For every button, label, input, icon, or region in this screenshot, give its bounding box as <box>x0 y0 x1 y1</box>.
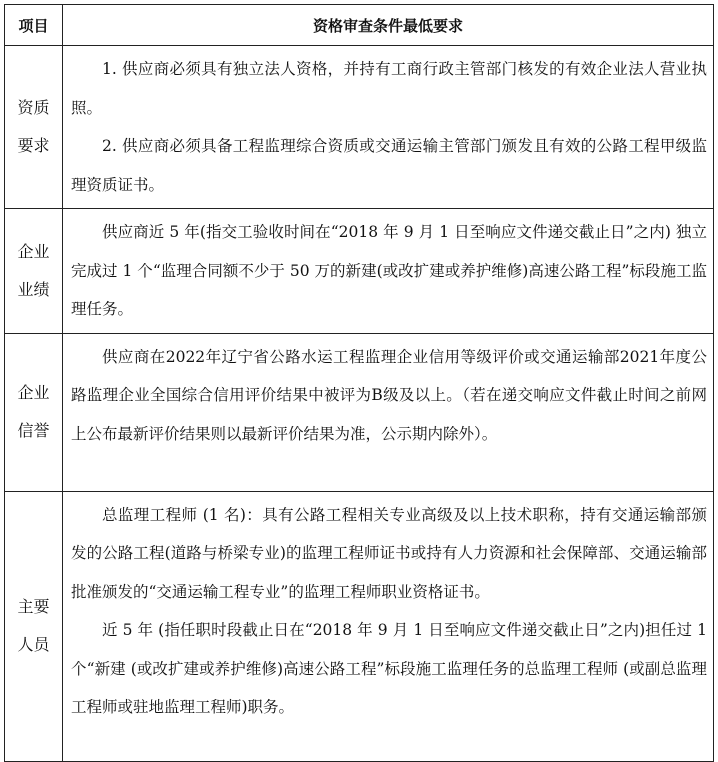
header-item: 项目 <box>5 5 63 46</box>
label-credit: 企业 信誉 <box>5 333 63 491</box>
requirements-table <box>4 4 714 762</box>
personnel-paragraph-2: 近 5 年 (指任职时段截止日在“2018 年 9 月 1 日至响应文件递交截止日”之内)担任过 1 个“新建 (或改扩建或养护维修)高速公路工程”标段施工监理任务的总监理工程师 (或副总监理工程师或驻地监理工程师)职务。 <box>71 621 707 716</box>
content-performance <box>63 209 714 334</box>
row-personnel <box>5 491 714 761</box>
personnel-paragraph-1: 总监理工程师 (1 名)：具有公路工程相关专业高级及以上技术职称，持有交通运输部颁发的公路工程(道路与桥梁专业)的监理工程师证书或持有人力资源和社会保障部、交通运输部批准颁发的“交通运输工程专业”的监理工程师职业资格证书。 <box>71 505 707 601</box>
row-credit <box>5 333 714 491</box>
header-requirements: 资格审查条件最低要求 <box>63 5 714 46</box>
content-personnel <box>63 491 714 761</box>
row-performance <box>5 209 714 334</box>
credit-paragraph-1: 供应商在2022年辽宁省公路水运工程监理企业信用等级评价或交通运输部2021年度公路监理企业全国综合信用评价结果中被评为B级及以上。（若在递交响应文件截止时间之前网上公布最新评价结果则以最新评价结果为准，公示期内除外）。 <box>71 347 707 443</box>
qualification-paragraph-1: 1. 供应商必须具有独立法人资格，并持有工商行政主管部门核发的有效企业法人营业执照。 <box>71 60 707 117</box>
qualification-paragraph-2: 2. 供应商必须具备工程监理综合资质或交通运输主管部门颁发且有效的公路工程甲级监理资质证书。 <box>71 137 707 194</box>
label-personnel: 主要 人员 <box>5 491 63 761</box>
header-row <box>5 5 714 46</box>
content-qualification <box>63 46 714 209</box>
label-performance: 企业 业绩 <box>5 209 63 334</box>
content-credit <box>63 333 714 491</box>
row-qualification <box>5 46 714 209</box>
performance-paragraph-1: 供应商近 5 年(指交工验收时间在“2018 年 9 月 1 日至响应文件递交截止日”之内) 独立完成过 1 个“监理合同额不少于 50 万的新建(或改扩建或养护维修)高速公路工程”标段施工监理任务。 <box>71 223 707 318</box>
label-qualification: 资质 要求 <box>5 46 63 209</box>
